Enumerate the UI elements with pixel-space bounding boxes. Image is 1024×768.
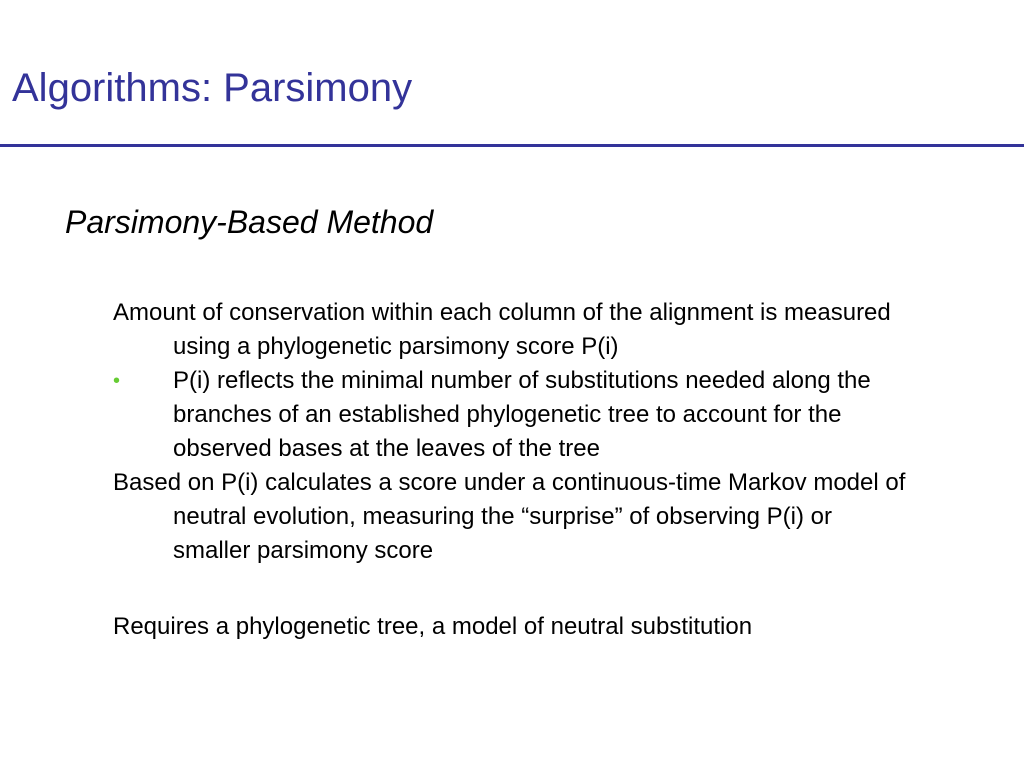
slide-title: Algorithms: Parsimony <box>12 66 413 110</box>
body-paragraph-conservation: Amount of conservation within each column of the alignment is measured using a phylogenetic parsimony score P(i) <box>113 299 891 360</box>
bullet-icon: • <box>113 370 121 392</box>
slide-body <box>113 296 913 644</box>
section-subtitle: Parsimony-Based Method <box>65 204 434 240</box>
body-paragraph-markov-model: Based on P(i) calculates a score under a continuous-time Markov model of neutral evolution, measuring the “surprise” of observing P(i) or smaller parsimony score <box>113 469 906 564</box>
title-divider <box>0 144 1024 147</box>
bullet-item-parsimony-score <box>113 364 913 466</box>
bullet-text: P(i) reflects the minimal number of substitutions needed along the branches of an established phylogenetic tree to account for the observed bases at the leaves of the tree <box>173 367 871 462</box>
body-paragraph-requirements: Requires a phylogenetic tree, a model of neutral substitution <box>113 613 753 640</box>
